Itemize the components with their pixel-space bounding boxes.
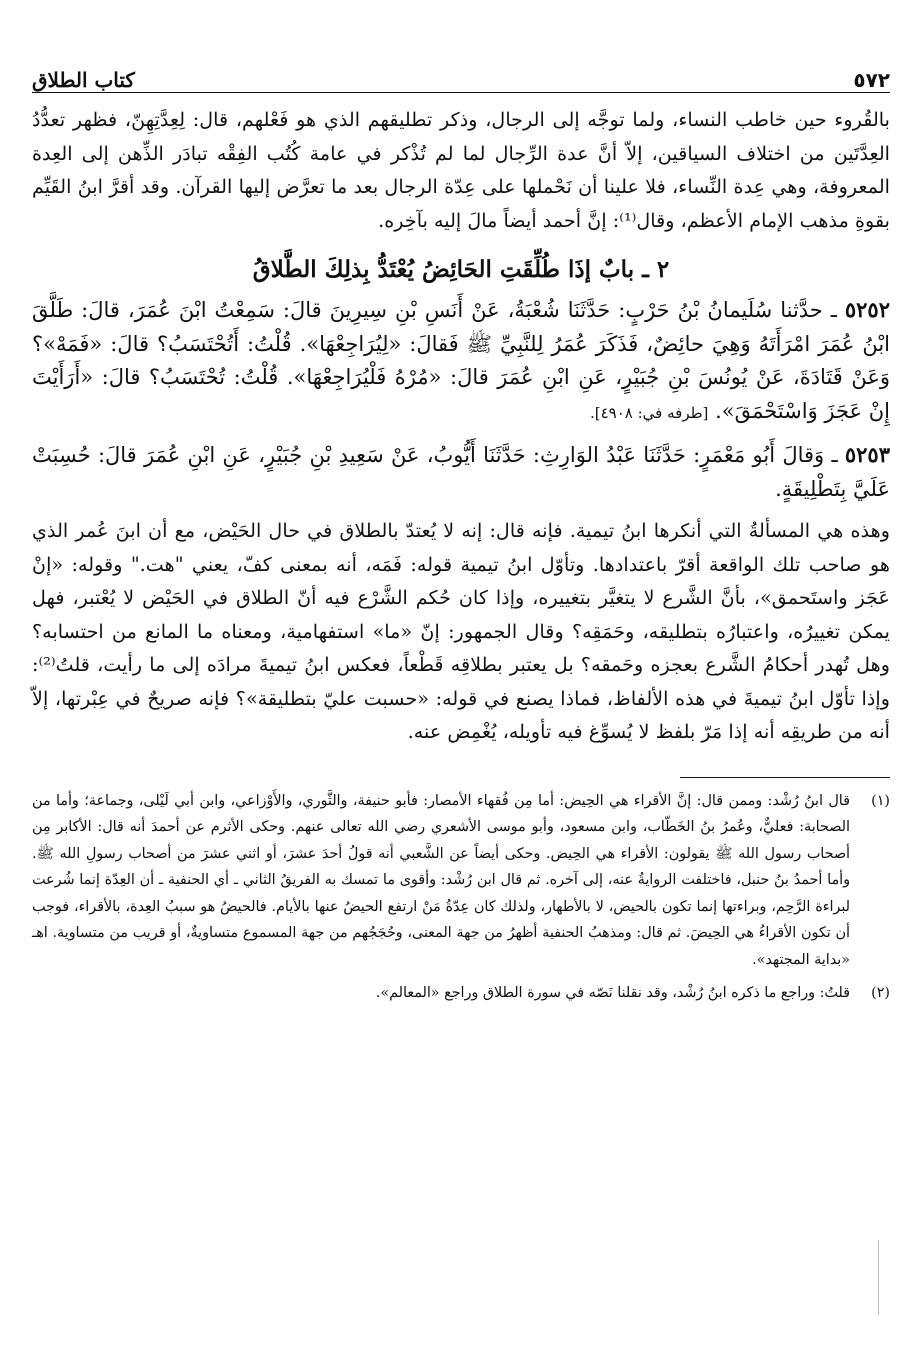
hadith-text: ـ حدَّثنا سُلَيمانُ بْنُ حَرْبٍ: حَدَّثَنَا شُعْبَةُ، عَنْ أَنَسِ بْنِ سِيرِينَ قالَ: سَمِعْتُ ابْنَ عُمَرَ، قالَ: طَلَّقَ ابْنُ عُمَرَ امْرَأَتَهُ وَهِيَ حائِضٌ، فَذَكَرَ عُمَرُ لِلنَّبِيِّ ﷺ فَقالَ: «لِيُرَاجِعْهَا». قُلْتُ: أَتُحْتَسَبُ؟ قالَ: «فَمَهْ»؟ وَعَنْ قَتَادَةَ، عَنْ يُونُسَ بْنِ جُبَيْرٍ، عَنِ ابْنِ عُمَرَ قالَ: «مُرْهُ فَلْيُرَاجِعْهَا». قُلْتُ: تُحْتَسَبُ؟ قالَ: «أَرَأَيْتَ إِنْ عَجَزَ وَاسْتَحْمَقَ».: [32, 298, 890, 423]
intro-paragraph: بالقُروء حين خاطب النساء، ولما توجَّه إلى الرجال، وذكر تطليقهم الذي هو فَعْلهم، قال: لِعِدَّتِهِنّ، فظهر تعدُّدُ العِدَّتَين من اختلاف السياقين، إلاّ أنَّ عدة الرِّجال لما لم تُذْكر في عامة كُتُب الفِقْه تبادَر الذِّهن إلى العِدة المعروفة، وهي عِدة النِّساء، فلا علينا أن نَحْملها على عِدّة الرجال بعد ما تعرَّض إليها القرآن. وقد أقرَّ ابنُ القَيِّم بقوةِ مذهب الإمام الأعظم، وقال⁽¹⁾: إنَّ أحمد أيضاً مالَ إليه بآخِره.: [32, 108, 890, 232]
book-page: [32, 58, 890, 1348]
page-number: ٥٧٢: [853, 68, 890, 92]
hadith-number: ٥٢٥٣: [844, 442, 890, 467]
hadith-5252: [32, 293, 890, 430]
footnote-text: قلتُ: وراجع ما ذكره ابنُ رُشْد، وقد نقلنا نَصّه في سورة الطلاق وراجع «المعالم».: [375, 984, 850, 1001]
hadith-number: ٥٢٥٢: [844, 297, 890, 322]
intro-text: [32, 103, 890, 237]
running-title: كتاب الطلاق: [32, 68, 135, 92]
commentary-text: [32, 514, 890, 749]
chapter-heading: ٢ ـ بابٌ إذَا طُلِّقَتِ الحَائِضُ يُعْتَدُّ بِذلِكَ الطَّلاقُ: [252, 256, 670, 283]
commentary-paragraph: وهذه هي المسألةُ التي أنكرها ابنُ تيمية. فإنه قال: إنه لا يُعتدّ بالطلاق في حال الحَيْض، مع أن ابنَ عُمر الذي هو صاحب تلك الواقعة أقرّ باعتدادها. وتأوّل ابنُ تيمية قوله: فَمَه، أنه بمعنى كفّ، يعني "هت." وقوله: «إنْ عَجَز واستَحمق»، بأنَّ الشَّرع لا يتغيَّر بتغييره، وإذا كان حُكم الشَّرْع فيه أنّ الطلاق في الحَيْض لا يُعْتبر، فهل يمكن تغييرُه، واعتبارُه بتطليقه، وحَمَقِه؟ وقال الجمهور: إنّ «ما» استفهامية، ومعناه ما المانع من احتسابه؟ وهل تُهدر أحكامُ الشَّرع بعجزه وحَمقه؟ بل يعتبر بطلاقِه قَطْعاً، فعكس ابنُ تيميةَ مرادَه إلى ما رأيت، قلتُ⁽²⁾: وإذا تأوّل ابنُ تيميةَ في هذه الألفاظ، فماذا يصنع في قوله: «حسبت عليّ بتطليقة»؟ فإنه صريحٌ في عِبْرتها، إلاّ أنه من طريقِه أنه إذا مَرّ بلفظ لا يُسوِّغ فيه تأويله، يُغْمِض عنه.: [32, 519, 890, 743]
footnote-separator: [680, 777, 890, 778]
cross-reference: [طرفه في: ٤٩٠٨].: [589, 403, 709, 422]
margin-mark: [878, 1240, 879, 1315]
footnote-text: قال ابنُ رُشْد: وممن قال: إنَّ الأقراء هي الحِيض: أما مِن فُقهاء الأمصار: فأبو حنيفة، والثَّوري، والأَوْزاعي، وابن أبي لَيْلى، وجماعة؛ وأما من الصحابة: فعليٌّ، وعُمرُ بنُ الخَطّاب، وابن مسعود، وأبو موسى الأشعري رضي الله تعالى عنهم. وحكى الأثرم عن أحمدَ أنه قال: الأكابر مِن أصحاب رسول الله ﷺ يقولون: الأقراء هي الحِيض. وحكى أيضاً عن الشَّعبي أنه قولُ أحدَ عشرَ، أو اثني عشرَ من أصحاب رسولِ الله ﷺ. وأما أحمدُ بنُ حنبل، فاختلفت الروايةُ عنه، إلى آخره. ثم قال ابن رُشْد: وأقوى ما تمسك به الفريقُ الثاني ـ أي الحنفية ـ أن العِدّة إنما شُرعت لبراءة الرَّحِم، وبراءتها إنما تكون بالحيض، لا بالأطهار، ولذلك كان عِدّةُ مَنْ ارتفع الحيضُ عنها بالأيام. فالحيضُ هو سببُ العِدة، بالأقراء، فوجب أن تكون الأقراءُ هي الحِيضَ. ثم قال: ومذهبُ الحنفية أظهرُ من جهة المعنى، وحُجَجُهم من جهة المسموع متساويةٌ، أو قريب من متساوية. اهـ «بداية المجتهد».: [32, 792, 850, 969]
footnote-marker: (١): [871, 792, 890, 809]
hadith-text: ـ وَقالَ أَبُو مَعْمَرٍ: حَدَّثَنَا عَبْدُ الوَارِثِ: حَدَّثَنَا أَيُّوبُ، عَنْ سَعِيدِ بْنِ جُبَيْرٍ، عَنِ ابْنِ عُمَرَ قالَ: حُسِبَتْ عَلَيَّ بِتَطْلِيقَةٍ.: [32, 443, 890, 501]
footnote-marker: (٢): [871, 984, 890, 1001]
page-header: [32, 58, 890, 93]
footnote-1: [32, 788, 890, 974]
footnote-2: [32, 980, 890, 1007]
hadith-5253: [32, 438, 890, 506]
